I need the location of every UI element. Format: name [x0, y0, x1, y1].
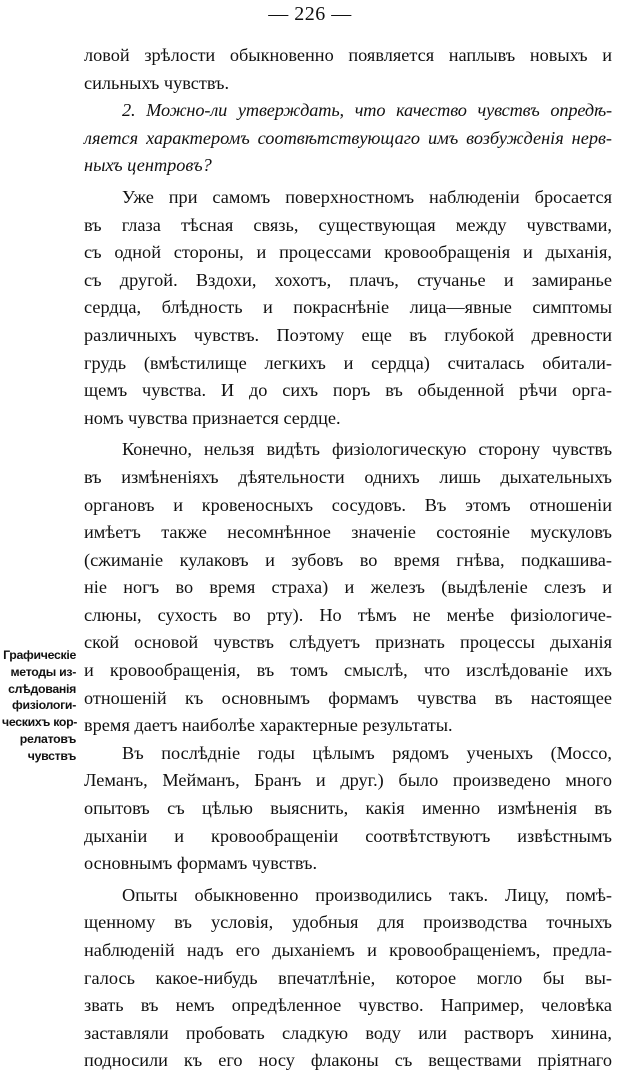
paragraph — [84, 184, 612, 432]
text-line: имѣетъ также несомнѣнное значеніе состояніе мускуловъ — [84, 522, 612, 543]
text-line: органовъ и кровеносныхъ сосудовъ. Въ этомъ отношеніи — [84, 494, 612, 515]
margin-note-line: релатовъ — [19, 731, 76, 746]
text-line: съ другой. Вздохи, хохотъ, плачъ, стучанье и замиранье — [84, 269, 612, 290]
text-line: ніе ногъ во время страха) и железъ (выдѣленіе слезъ и — [84, 577, 612, 598]
text-line: въ измѣненіяхъ дѣятельности однихъ лишь дыхательныхъ — [84, 466, 612, 487]
text-line: Опыты обыкновенно производились такъ. Лицу, помѣ- — [122, 884, 612, 905]
text-line: слюны, сухость во рту). Но тѣмъ не менѣе физіологиче- — [84, 604, 612, 625]
text-line: 2. Можно-ли утверждать, что качество чувствъ опредѣ- — [122, 100, 612, 121]
text-line: ныхъ центровъ? — [84, 155, 212, 176]
margin-note-line: методы из- — [10, 664, 76, 679]
text-line: Леманъ, Мейманъ, Бранъ и друг.) было произведено много — [84, 770, 612, 791]
text-line: и кровообращенія, въ томъ смыслѣ, что изслѣдованіе ихъ — [84, 660, 612, 681]
text-line: основнымъ формамъ чувствъ. — [84, 853, 318, 874]
paragraph — [84, 436, 612, 740]
text-line: щенному въ условія, удобныя для производства точныхъ — [84, 912, 612, 933]
body-text — [84, 42, 612, 1075]
paragraph-continuation — [84, 42, 612, 97]
question-heading — [84, 97, 612, 180]
text-line: сердца, блѣдность и покраснѣніе лица—явные симптомы — [84, 297, 612, 318]
margin-note-line: ческихъ кор- — [2, 715, 78, 730]
text-line: Уже при самомъ поверхностномъ наблюденіи бросается — [122, 186, 612, 207]
text-line: Конечно, нельзя видѣть физіологическую сторону чувствъ — [122, 439, 612, 460]
text-line: щемъ чувства. И до сихъ поръ въ обыденной рѣчи орга- — [84, 380, 612, 401]
text-line: сильныхъ чувствъ. — [84, 72, 230, 93]
text-line: галось какое-нибудь впечатлѣніе, которое могло бы вы- — [84, 967, 612, 988]
paragraph — [84, 740, 612, 878]
margin-note-line: Графическіе — [3, 648, 76, 662]
text-line: въ глаза тѣсная связь, существующая между чувствами, — [84, 214, 612, 235]
margin-note-line: чувствъ — [27, 748, 76, 763]
text-line: съ одной стороны, и процессами кровообращенія и дыханія, — [84, 242, 612, 263]
text-line: опытовъ съ цѣлью выяснить, какія именно измѣненія въ — [84, 798, 612, 819]
text-line: различныхъ чувствъ. Поэтому еще въ глубокой древности — [84, 324, 612, 345]
text-line: Въ послѣдніе годы цѣлымъ рядомъ ученыхъ (Моссо, — [122, 742, 612, 763]
text-line: подносили къ его носу флаконы съ веществами пріятнаго — [84, 1050, 612, 1071]
margin-note — [2, 647, 76, 765]
text-line: ловой зрѣлости обыкновенно появляется наплывъ новыхъ и — [84, 45, 612, 65]
text-line: (сжиманіе кулаковъ и зубовъ во время гнѣва, подкашива- — [84, 549, 612, 570]
text-line: звать въ немъ опредѣленное чувство. Например, человѣка — [84, 995, 612, 1016]
margin-note-line: физіологи- — [12, 698, 76, 713]
text-line: время даетъ наиболѣе характерные результаты. — [84, 715, 453, 736]
margin-note-line: слѣдованія — [8, 681, 76, 696]
text-line: ской основой чувствъ слѣдуетъ признать процессы дыханія — [84, 632, 612, 653]
text-line: грудь (вмѣстилище легкихъ и сердца) считалась обитали- — [84, 352, 612, 373]
text-line: заставляли пробовать сладкую воду или растворъ хинина, — [84, 1022, 612, 1043]
text-line: наблюденій надъ его дыханіемъ и кровообращеніемъ, предла- — [84, 940, 612, 960]
page-number: — 226 — — [268, 3, 352, 25]
text-line: ляется характеромъ соотвѣтствующаго имъ возбужденія нерв- — [84, 127, 612, 148]
paragraph — [84, 882, 612, 1075]
text-line: отношеній къ основнымъ формамъ чувства въ настоящее — [84, 687, 612, 708]
text-line: дыханіи и кровообращеніи соотвѣтствуютъ извѣстнымъ — [84, 825, 612, 846]
text-line: номъ чувства признается сердце. — [84, 407, 341, 428]
